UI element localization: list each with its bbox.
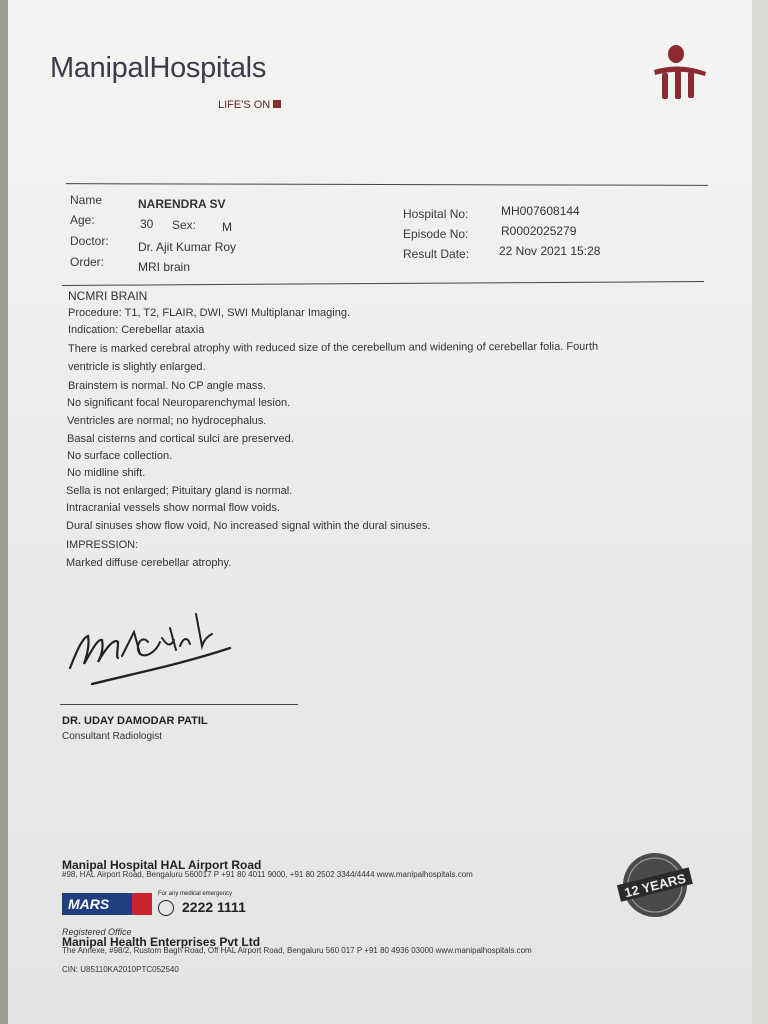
page-edge	[752, 0, 768, 1024]
sex-label: Sex:	[172, 218, 197, 232]
finding-line: No surface collection.	[67, 450, 173, 462]
signatory-title: Consultant Radiologist	[62, 731, 163, 742]
episode-no-label: Episode No:	[403, 227, 469, 241]
age-label: Age:	[70, 213, 95, 227]
finding-line: Basal cisterns and cortical sulci are preserved.	[67, 433, 294, 445]
emergency-number: 2222 1111	[182, 899, 246, 915]
sex-value: M	[222, 220, 232, 234]
footer-hospital-name: Manipal Hospital HAL Airport Road	[62, 858, 262, 872]
signature-line	[60, 704, 298, 705]
mars-logo: MARS	[62, 893, 152, 915]
name-value: NARENDRA SV	[138, 197, 226, 211]
badge-text: 12 YEARS	[622, 870, 688, 901]
company-address: The Annexe, #98/2, Rustom Bagh Road, Off HAL Airport Road, Bengaluru 560 017 P +91 80 4936 03000 www.manipalhospitals.com	[62, 946, 532, 955]
registered-office-label: Registered Office	[62, 927, 132, 937]
result-date-label: Result Date:	[403, 247, 470, 261]
episode-no-value: R0002025279	[501, 224, 577, 238]
finding-line: Ventricles are normal; no hydrocephalus.	[67, 415, 267, 427]
finding-line: Dural sinuses show flow void, No increased signal within the dural sinuses.	[66, 520, 431, 532]
finding-line: ventricle is slightly enlarged.	[68, 361, 206, 373]
impression-text: Marked diffuse cerebellar atrophy.	[66, 557, 232, 569]
order-value: MRI brain	[138, 260, 191, 274]
impression-heading: IMPRESSION:	[66, 539, 139, 551]
phone-icon	[158, 900, 174, 916]
doctor-value: Dr. Ajit Kumar Roy	[138, 240, 237, 254]
result-date-value: 22 Nov 2021 15:28	[499, 244, 601, 258]
doctor-label: Doctor:	[70, 234, 109, 248]
emergency-label: For any medical emergency	[158, 891, 233, 897]
order-label: Order:	[70, 255, 105, 269]
procedure-line: Procedure: T1, T2, FLAIR, DWI, SWI Multiplanar Imaging.	[68, 307, 351, 319]
finding-line: No significant focal Neuroparenchymal lesion.	[67, 397, 291, 409]
manipal-figure-logo-icon	[650, 42, 710, 104]
signatory-name: DR. UDAY DAMODAR PATIL	[62, 715, 208, 727]
brand-tagline: LIFE'S ON	[218, 99, 281, 111]
report-title: NCMRI BRAIN	[68, 289, 148, 303]
finding-line: Brainstem is normal. No CP angle mass.	[68, 380, 266, 392]
brand-name: ManipalHospitals	[50, 52, 267, 84]
footer-address: #98, HAL Airport Road, Bengaluru 560017 P +91 80 4011 9000, +91 80 2502 3344/4444 www.manipalhospitals.com	[62, 870, 473, 879]
twelve-years-badge-icon	[616, 850, 694, 920]
company-name: Manipal Health Enterprises Pvt Ltd	[62, 935, 261, 949]
age-value: 30	[140, 217, 154, 231]
hospital-no-label: Hospital No:	[403, 207, 469, 221]
hospital-no-value: MH007608144	[501, 204, 580, 218]
finding-line: There is marked cerebral atrophy with reduced size of the cerebellum and widening of cerebellar folia. Fourth	[68, 340, 599, 355]
tagline-square-icon	[273, 100, 281, 108]
signature	[62, 598, 252, 690]
finding-line: No midline shift.	[67, 467, 146, 479]
company-cin: CIN: U85110KA2010PTC052540	[62, 965, 179, 974]
finding-line: Intracranial vessels show normal flow voids.	[66, 502, 280, 514]
indication-line: Indication: Cerebellar ataxia	[68, 324, 205, 336]
finding-line: Sella is not enlarged; Pituitary gland is normal.	[66, 485, 293, 497]
name-label: Name	[70, 193, 103, 207]
